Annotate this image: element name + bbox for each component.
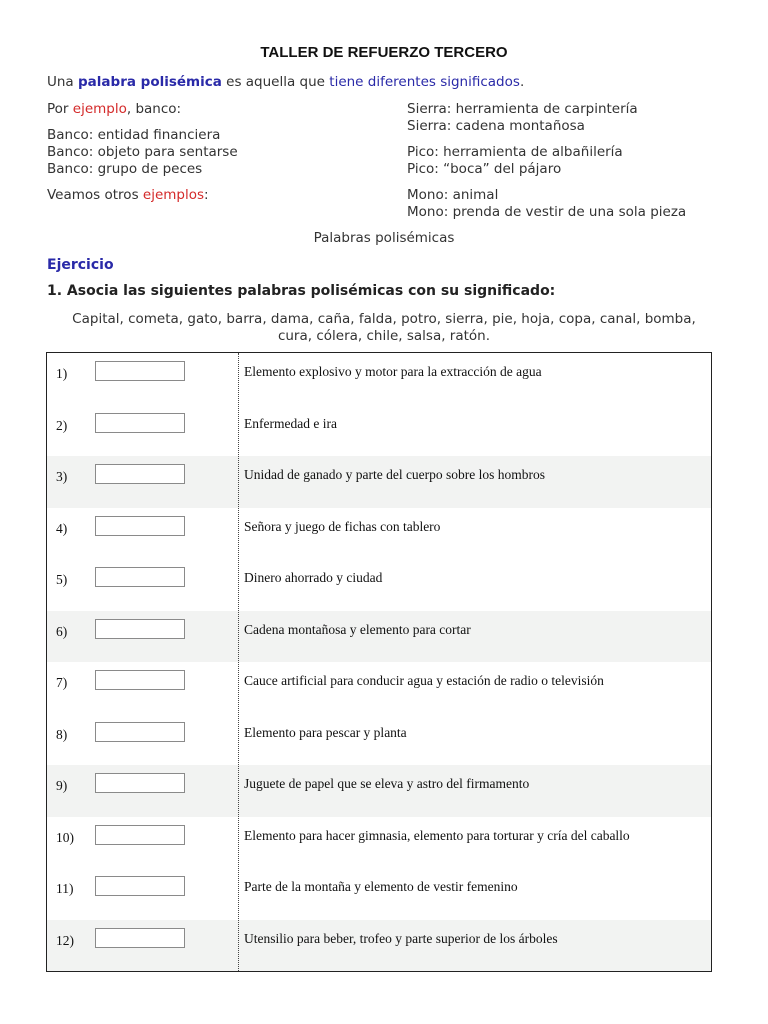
table-row [47, 662, 711, 714]
term-polisemica: palabra polisémica [78, 74, 222, 90]
row-number: 9) [56, 778, 68, 793]
row-number: 1) [56, 366, 68, 381]
row-number: 11) [56, 881, 74, 896]
row-number: 3) [56, 469, 68, 484]
banco-example-2: Banco: objeto para sentarse [47, 144, 238, 160]
table-row [47, 456, 711, 508]
row-definition: Señora y juego de fichas con tablero [244, 518, 441, 534]
row-number: 7) [56, 675, 68, 690]
answer-field[interactable] [95, 670, 185, 690]
row-definition: Elemento para hacer gimnasia, elemento para torturar y cría del caballo [244, 827, 630, 843]
table-row [47, 559, 711, 611]
table-row [47, 765, 711, 817]
answer-field[interactable] [95, 619, 185, 639]
row-definition: Elemento para pescar y planta [244, 724, 407, 740]
table-row [47, 920, 711, 972]
sierra-example-2: Sierra: cadena montañosa [407, 118, 585, 134]
answer-field[interactable] [95, 413, 185, 433]
row-number: 6) [56, 623, 68, 639]
table-row [47, 611, 711, 663]
row-definition: Dinero ahorrado y ciudad [244, 570, 383, 585]
row-number: 12) [56, 932, 74, 948]
row-definition: Utensilio para beber, trofeo y parte superior de los árboles [244, 930, 558, 946]
exercise-instruction: 1. Asocia las siguientes palabras polisémicas con su significado: [47, 283, 556, 299]
answer-field[interactable] [95, 773, 185, 793]
sierra-example-1: Sierra: herramienta de carpintería [407, 101, 638, 117]
answer-field[interactable] [95, 825, 185, 845]
veamos-line: Veamos otros ejemplos: [47, 187, 209, 203]
pico-example-1: Pico: herramienta de albañilería [407, 144, 623, 160]
banco-example-1: Banco: entidad financiera [47, 127, 221, 143]
page-title: TALLER DE REFUERZO TERCERO [260, 44, 508, 61]
mono-example-1: Mono: animal [407, 187, 499, 203]
row-number: 4) [56, 520, 68, 536]
pico-example-2: Pico: “boca” del pájaro [407, 161, 562, 177]
answer-field[interactable] [95, 361, 185, 381]
row-definition: Cauce artificial para conducir agua y estación de radio o televisión [244, 673, 604, 688]
row-number: 5) [56, 572, 68, 587]
row-definition: Unidad de ganado y parte del cuerpo sobre los hombros [244, 467, 546, 482]
example-intro: Por ejemplo, banco: [47, 101, 182, 117]
exercise-heading: Ejercicio [47, 257, 114, 273]
table-row [47, 868, 711, 920]
term-significados: tiene diferentes significados [329, 74, 520, 90]
row-definition: Juguete de papel que se eleva y astro del firmamento [244, 776, 530, 791]
section-subtitle: Palabras polisémicas [313, 230, 455, 246]
row-definition: Parte de la montaña y elemento de vestir femenino [244, 879, 518, 894]
answer-field[interactable] [95, 516, 185, 536]
matching-table [46, 352, 712, 972]
row-number: 8) [56, 726, 68, 742]
table-row [47, 817, 711, 869]
table-row [47, 405, 711, 457]
row-number: 2) [56, 417, 68, 433]
answer-field[interactable] [95, 722, 185, 742]
answer-field[interactable] [95, 876, 185, 896]
intro-definition: Una palabra polisémica es aquella que tiene diferentes significados. [47, 74, 525, 90]
column-divider [238, 353, 239, 971]
answer-field[interactable] [95, 928, 185, 948]
answer-field[interactable] [95, 464, 185, 484]
row-number: 10) [56, 829, 74, 845]
mono-example-2: Mono: prenda de vestir de una sola pieza [407, 204, 687, 220]
table-row [47, 714, 711, 766]
row-definition: Cadena montañosa y elemento para cortar [244, 621, 471, 637]
table-row [47, 508, 711, 560]
row-definition: Enfermedad e ira [244, 415, 337, 431]
table-row [47, 353, 711, 405]
word-bank: Capital, cometa, gato, barra, dama, caña, falda, potro, sierra, pie, hoja, copa, canal, bomba, cura, cólera, chile, salsa, ratón. [72, 311, 696, 344]
row-definition: Elemento explosivo y motor para la extracción de agua [244, 364, 542, 379]
banco-example-3: Banco: grupo de peces [47, 161, 203, 177]
answer-field[interactable] [95, 567, 185, 587]
